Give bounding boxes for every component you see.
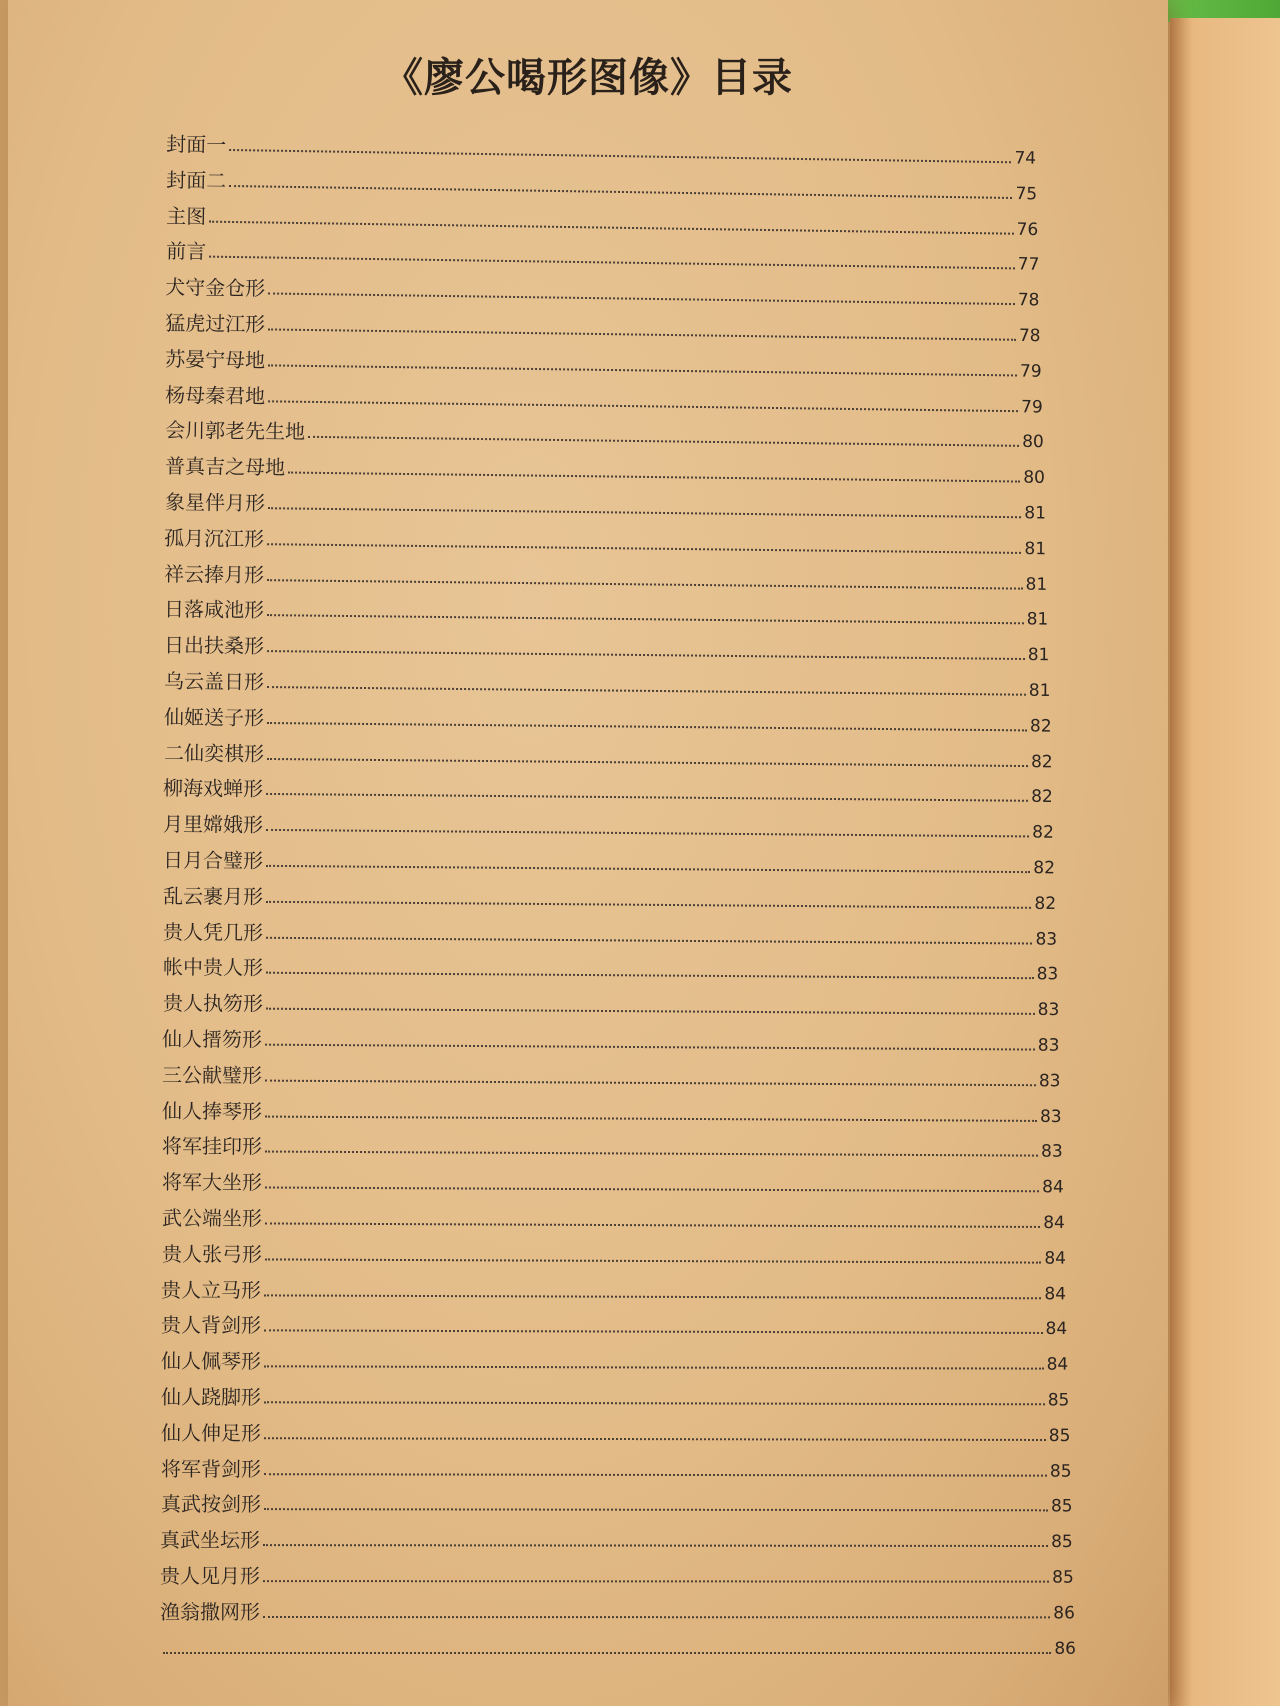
toc-entry-title: 柳海戏蝉形 xyxy=(163,776,264,802)
dot-leader xyxy=(267,542,1021,554)
toc-entry-title: 普真吉之母地 xyxy=(164,454,285,480)
dot-leader xyxy=(268,506,1021,518)
adjacent-page-edge xyxy=(1170,18,1280,1706)
toc-entry xyxy=(161,1417,1070,1447)
dot-leader xyxy=(267,685,1026,696)
dot-leader xyxy=(268,327,1016,340)
page-title: 《廖公喝形图像》目录 xyxy=(383,55,793,101)
dot-leader xyxy=(266,828,1029,838)
dot-leader xyxy=(268,363,1017,376)
toc-entry xyxy=(164,593,1048,631)
toc-entry xyxy=(164,737,1053,773)
toc-entry xyxy=(162,1130,1063,1163)
toc-entry xyxy=(161,1309,1067,1340)
toc-entry-title: 日出扶桑形 xyxy=(164,633,265,659)
toc-entry-page-number: 77 xyxy=(1017,254,1040,276)
dot-leader xyxy=(263,1579,1049,1583)
toc-entry xyxy=(163,808,1054,844)
dot-leader xyxy=(266,792,1028,802)
toc-entry xyxy=(161,1488,1073,1517)
dot-leader xyxy=(265,1078,1036,1086)
toc-entry-page-number: 86 xyxy=(1053,1603,1076,1624)
toc-entry-page-number: 83 xyxy=(1036,964,1059,985)
toc-entry-title: 将军挂印形 xyxy=(162,1134,263,1159)
toc-entry xyxy=(165,486,1046,525)
dot-leader xyxy=(266,900,1031,909)
toc-entry-title: 会川郭老先生地 xyxy=(164,418,306,445)
dot-leader xyxy=(267,649,1025,660)
toc-entry-page-number: 86 xyxy=(1054,1638,1076,1659)
toc-entry-page-number: 82 xyxy=(1030,751,1053,772)
toc-entry xyxy=(160,1524,1073,1553)
toc-entry xyxy=(161,1345,1068,1376)
toc-entry xyxy=(165,450,1045,489)
toc-entry-title: 仙人佩琴形 xyxy=(161,1349,262,1374)
dot-leader xyxy=(264,1436,1046,1441)
toc-entry-page-number: 81 xyxy=(1028,680,1051,701)
toc-entry-page-number: 85 xyxy=(1049,1461,1072,1482)
toc-entry xyxy=(161,1453,1072,1483)
toc-entry-title: 仙人捧琴形 xyxy=(162,1098,263,1124)
toc-entry xyxy=(165,307,1041,347)
toc-entry xyxy=(163,916,1057,951)
toc-entry xyxy=(166,164,1037,205)
toc-entry-title: 封面二 xyxy=(165,167,227,193)
dot-leader xyxy=(267,721,1027,731)
toc-entry xyxy=(162,1202,1065,1234)
toc-entry-title: 贵人背剑形 xyxy=(161,1313,262,1338)
toc-entry xyxy=(165,414,1044,453)
toc-entry-page-number: 83 xyxy=(1035,929,1058,950)
toc-entry xyxy=(160,1596,1075,1624)
toc-entry xyxy=(163,951,1058,985)
toc-entry-page-number: 83 xyxy=(1038,1035,1060,1056)
toc-entry xyxy=(163,844,1055,879)
dot-leader xyxy=(266,1007,1035,1015)
toc-entry-title: 仙人伸足形 xyxy=(160,1420,261,1446)
dot-leader xyxy=(264,1329,1043,1335)
toc-entry-title: 主图 xyxy=(165,203,207,229)
toc-entry xyxy=(162,1023,1060,1057)
toc-entry-title: 乌云盖日形 xyxy=(163,669,265,695)
dot-leader xyxy=(288,471,1020,483)
book-page xyxy=(8,0,1168,1706)
toc-entry-page-number: 84 xyxy=(1046,1354,1069,1375)
toc-entry-page-number: 84 xyxy=(1043,1248,1066,1269)
toc-entry-page-number: 85 xyxy=(1048,1425,1071,1446)
dot-leader xyxy=(263,1543,1048,1547)
toc-entry-title: 渔翁撒网形 xyxy=(160,1599,261,1624)
toc-entry xyxy=(162,1166,1064,1198)
toc-entry xyxy=(161,1381,1069,1411)
toc-entry xyxy=(165,343,1042,383)
toc-entry xyxy=(163,987,1059,1021)
toc-entry-page-number: 81 xyxy=(1027,645,1050,666)
toc-entry-page-number: 76 xyxy=(1016,219,1039,240)
dot-leader xyxy=(163,1651,1051,1654)
toc-entry-title: 武公端坐形 xyxy=(161,1206,262,1231)
toc-entry xyxy=(164,629,1050,666)
toc-entry-page-number: 79 xyxy=(1019,361,1042,382)
toc-entry-page-number: 81 xyxy=(1024,538,1047,560)
dot-leader xyxy=(265,1150,1038,1157)
dot-leader xyxy=(266,864,1030,873)
toc-entry-page-number: 85 xyxy=(1047,1390,1070,1411)
toc-entry-title: 苏晏宁母地 xyxy=(165,346,266,373)
toc-entry-title: 真武坐坛形 xyxy=(160,1528,261,1553)
toc-entry-page-number: 74 xyxy=(1014,148,1037,169)
toc-entry-title: 贵人张弓形 xyxy=(161,1241,262,1267)
toc-entry-page-number: 84 xyxy=(1042,1212,1065,1234)
toc-entry-title: 乱云裹月形 xyxy=(163,883,264,909)
dot-leader xyxy=(265,1043,1035,1051)
toc-entry-page-number: 82 xyxy=(1033,858,1056,879)
toc-entry xyxy=(164,665,1051,702)
toc-entry-page-number: 84 xyxy=(1041,1177,1064,1198)
dot-leader xyxy=(209,219,1014,234)
toc-entry-page-number: 82 xyxy=(1029,716,1052,737)
dot-leader xyxy=(264,1293,1041,1299)
toc-entry xyxy=(162,1059,1061,1092)
toc-entry-page-number: 83 xyxy=(1039,1071,1061,1092)
toc-entry-page-number: 80 xyxy=(1022,467,1045,489)
dot-leader xyxy=(266,935,1032,944)
toc-entry-title: 象星伴月形 xyxy=(164,490,265,516)
toc-entry-title: 贵人凭几形 xyxy=(162,919,264,945)
toc-entry-title: 将军背剑形 xyxy=(160,1456,261,1481)
toc-entry xyxy=(163,880,1056,915)
toc-entry xyxy=(162,1238,1066,1270)
toc-entry-page-number: 81 xyxy=(1025,574,1048,595)
toc-entry-page-number: 85 xyxy=(1052,1567,1075,1588)
toc-entry-title: 孤月沉江形 xyxy=(164,525,265,551)
toc-entry-title: 贵人执笏形 xyxy=(162,991,263,1016)
toc-entry-page-number: 83 xyxy=(1037,1000,1059,1021)
toc-entry-page-number: 84 xyxy=(1045,1319,1068,1340)
toc-entry xyxy=(164,558,1047,596)
dot-leader xyxy=(265,1186,1039,1193)
toc-entry-page-number: 78 xyxy=(1018,290,1041,311)
toc-entry xyxy=(165,379,1043,418)
toc-entry xyxy=(165,271,1040,311)
toc-entry xyxy=(160,1632,1076,1660)
toc-entry-page-number: 79 xyxy=(1020,396,1043,418)
toc-entry-title: 二仙奕棋形 xyxy=(163,740,264,766)
dot-leader xyxy=(265,1114,1037,1121)
dot-leader xyxy=(264,1364,1044,1369)
dot-leader xyxy=(268,399,1018,412)
toc-entry-title: 封面一 xyxy=(166,132,227,157)
toc-entry-title: 贵人见月形 xyxy=(160,1564,261,1589)
toc-entry-title: 杨母秦君地 xyxy=(165,382,266,408)
dot-leader xyxy=(267,757,1028,767)
toc-entry-page-number: 78 xyxy=(1019,325,1041,347)
toc-entry xyxy=(166,235,1040,276)
toc-entry xyxy=(161,1274,1066,1305)
toc-entry-page-number: 75 xyxy=(1015,183,1038,205)
toc-entry-page-number: 85 xyxy=(1050,1496,1073,1517)
dot-leader xyxy=(308,435,1019,447)
toc-entry-title: 日月合璧形 xyxy=(163,848,264,873)
toc-entry-page-number: 84 xyxy=(1044,1283,1067,1304)
toc-entry xyxy=(163,772,1053,808)
toc-entry-page-number: 82 xyxy=(1031,787,1054,808)
dot-leader xyxy=(229,184,1012,199)
dot-leader xyxy=(264,1472,1047,1476)
toc-entry-page-number: 85 xyxy=(1051,1532,1074,1553)
toc-entry-title: 真武按剑形 xyxy=(160,1492,261,1517)
table-of-contents xyxy=(8,0,1168,1706)
toc-entry-title: 猛虎过江形 xyxy=(165,311,266,337)
toc-entry-title: 贵人立马形 xyxy=(161,1277,262,1302)
toc-entry xyxy=(164,701,1052,738)
toc-entry-page-number: 81 xyxy=(1026,609,1049,630)
toc-entry xyxy=(160,1560,1074,1589)
toc-entry-page-number: 81 xyxy=(1023,503,1046,524)
toc-entry-title: 月里嫦娥形 xyxy=(163,812,264,838)
toc-entry-page-number: 82 xyxy=(1032,822,1055,843)
dot-leader xyxy=(229,148,1011,163)
dot-leader xyxy=(209,255,1015,270)
toc-entry xyxy=(166,128,1036,170)
toc-entry-title: 日落咸池形 xyxy=(164,597,265,623)
dot-leader xyxy=(264,1400,1045,1405)
dot-leader xyxy=(263,1615,1050,1618)
toc-entry-title: 将军大坐形 xyxy=(161,1170,262,1195)
toc-entry-title: 仙姬送子形 xyxy=(163,704,264,730)
toc-entry xyxy=(162,1095,1062,1128)
dot-leader xyxy=(265,1257,1041,1263)
dot-leader xyxy=(268,292,1015,306)
toc-entry-title: 犬守金仓形 xyxy=(165,275,266,301)
toc-entry xyxy=(164,522,1046,560)
toc-entry-page-number: 82 xyxy=(1034,893,1057,914)
toc-entry-title: 仙人搢笏形 xyxy=(162,1027,263,1052)
toc-entry-title: 祥云捧月形 xyxy=(164,561,265,587)
dot-leader xyxy=(264,1508,1048,1512)
toc-entry xyxy=(166,200,1039,241)
dot-leader xyxy=(265,1221,1040,1227)
toc-entry-title: 仙人跷脚形 xyxy=(161,1385,262,1410)
toc-entry-title: 帐中贵人形 xyxy=(162,955,263,981)
toc-entry-page-number: 83 xyxy=(1040,1106,1062,1127)
dot-leader xyxy=(267,614,1024,625)
dot-leader xyxy=(266,971,1034,979)
toc-entry-title: 前言 xyxy=(165,239,206,264)
toc-entry-title: 三公献璧形 xyxy=(162,1062,263,1088)
toc-entry-page-number: 83 xyxy=(1041,1141,1063,1163)
toc-entry-page-number: 80 xyxy=(1021,432,1044,453)
dot-leader xyxy=(267,578,1022,589)
